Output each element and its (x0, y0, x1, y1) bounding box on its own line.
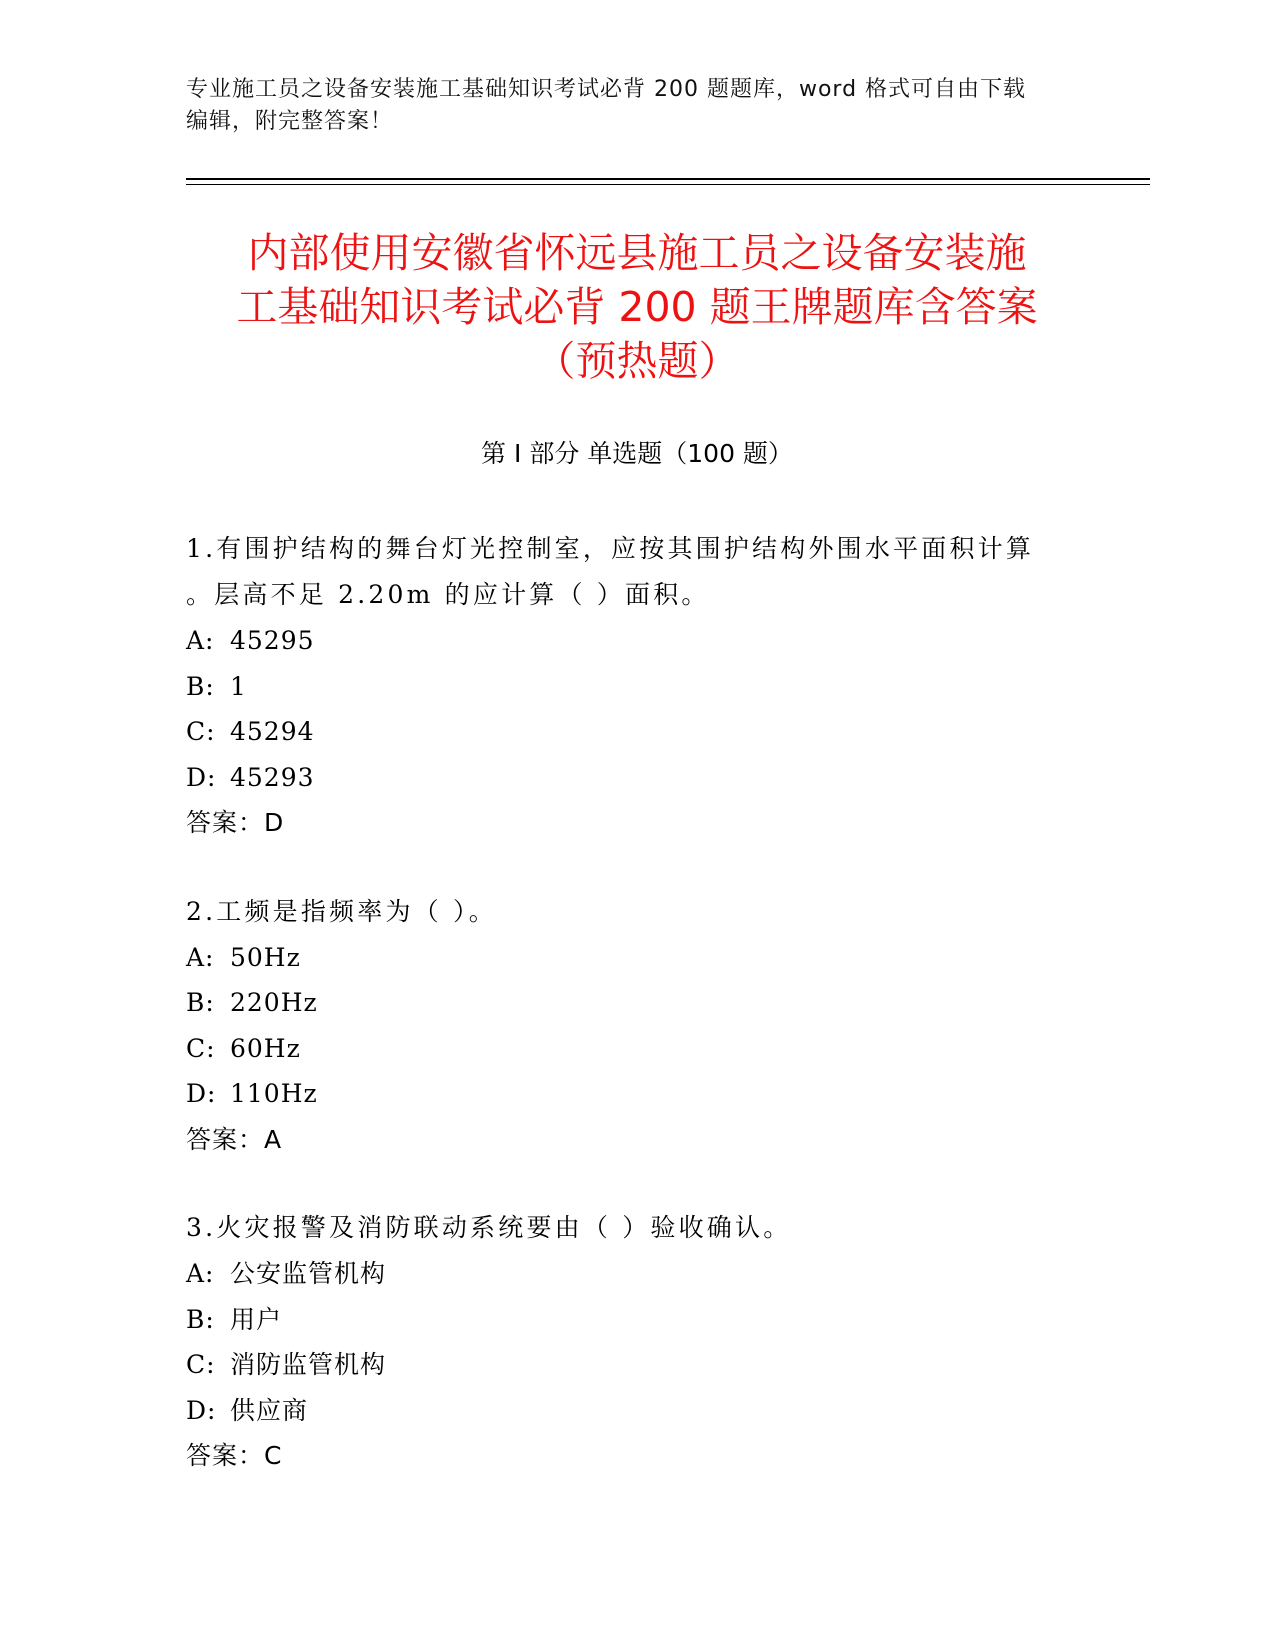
answer-line: 答案：C (186, 1441, 283, 1470)
option-letter: C: (186, 1350, 216, 1379)
header-divider-thick (186, 178, 1150, 180)
option-letter: A: (186, 626, 215, 655)
option-b (186, 664, 1086, 710)
option-c (186, 709, 1086, 755)
option-a (186, 618, 1086, 664)
option-text: 供应商 (230, 1395, 309, 1425)
option-text: 公安监管机构 (230, 1259, 387, 1288)
option-d (186, 1071, 1086, 1117)
document-title (186, 226, 1088, 388)
option-text: 1 (230, 671, 247, 701)
option-c (186, 1342, 1086, 1388)
option-c (186, 1026, 1086, 1072)
document-title-line-2: 工基础知识考试必背 200 题王牌题库含答案 (236, 283, 1038, 331)
document-title-line-1: 内部使用安徽省怀远县施工员之设备安装施 (247, 229, 1027, 277)
option-letter: C: (186, 1033, 216, 1063)
option-text: 45293 (230, 762, 315, 792)
option-letter: D: (186, 1079, 217, 1108)
option-text: 45295 (230, 626, 315, 655)
answer-line: 答案：D (186, 808, 285, 837)
option-letter: B: (186, 1304, 215, 1334)
option-text: 用户 (230, 1304, 283, 1334)
option-text: 消防监管机构 (230, 1350, 387, 1379)
header-note-line-1: 专业施工员之设备安装施工基础知识考试必背 200 题题库，word 格式可自由下载 (186, 77, 1027, 102)
question-stem (186, 1205, 1086, 1251)
option-letter: A: (186, 942, 215, 972)
option-text: 45294 (230, 717, 315, 746)
question-1 (186, 526, 1086, 846)
option-d (186, 1388, 1086, 1434)
header-divider-thin (186, 184, 1150, 185)
option-b (186, 980, 1086, 1026)
header-note (186, 74, 1066, 138)
option-a (186, 935, 1086, 981)
option-letter: A: (186, 1259, 215, 1288)
section-title: 第 I 部分 单选题（100 题） (481, 439, 793, 468)
option-text: 110Hz (230, 1079, 318, 1108)
header-note-line-2: 编辑，附完整答案！ (186, 109, 394, 134)
question-list (186, 526, 1086, 1522)
question-stem-line-1: 1.有围护结构的舞台灯光控制室，应按其围护结构外围水平面积计算 (186, 534, 1035, 563)
question-stem-line-2: 。层高不足 2.20m 的应计算（ ）面积。 (186, 580, 710, 609)
question-3 (186, 1205, 1086, 1479)
option-d (186, 755, 1086, 801)
option-letter: D: (186, 762, 217, 792)
question-2 (186, 889, 1086, 1163)
question-stem (186, 889, 1086, 935)
question-stem-line-1: 3.火灾报警及消防联动系统要由（ ）验收确认。 (186, 1213, 792, 1242)
question-stem (186, 526, 1086, 618)
option-text: 60Hz (230, 1033, 301, 1063)
option-letter: B: (186, 988, 215, 1017)
option-letter: C: (186, 717, 216, 746)
document-title-line-3: （预热题） (534, 337, 740, 385)
answer-line: 答案：A (186, 1124, 283, 1154)
option-text: 220Hz (230, 988, 318, 1017)
option-letter: D: (186, 1395, 217, 1425)
option-a (186, 1251, 1086, 1297)
question-stem-line-1: 2.工频是指频率为（ ）。 (186, 896, 497, 926)
option-letter: B: (186, 671, 215, 701)
option-b (186, 1297, 1086, 1343)
option-text: 50Hz (230, 942, 301, 972)
